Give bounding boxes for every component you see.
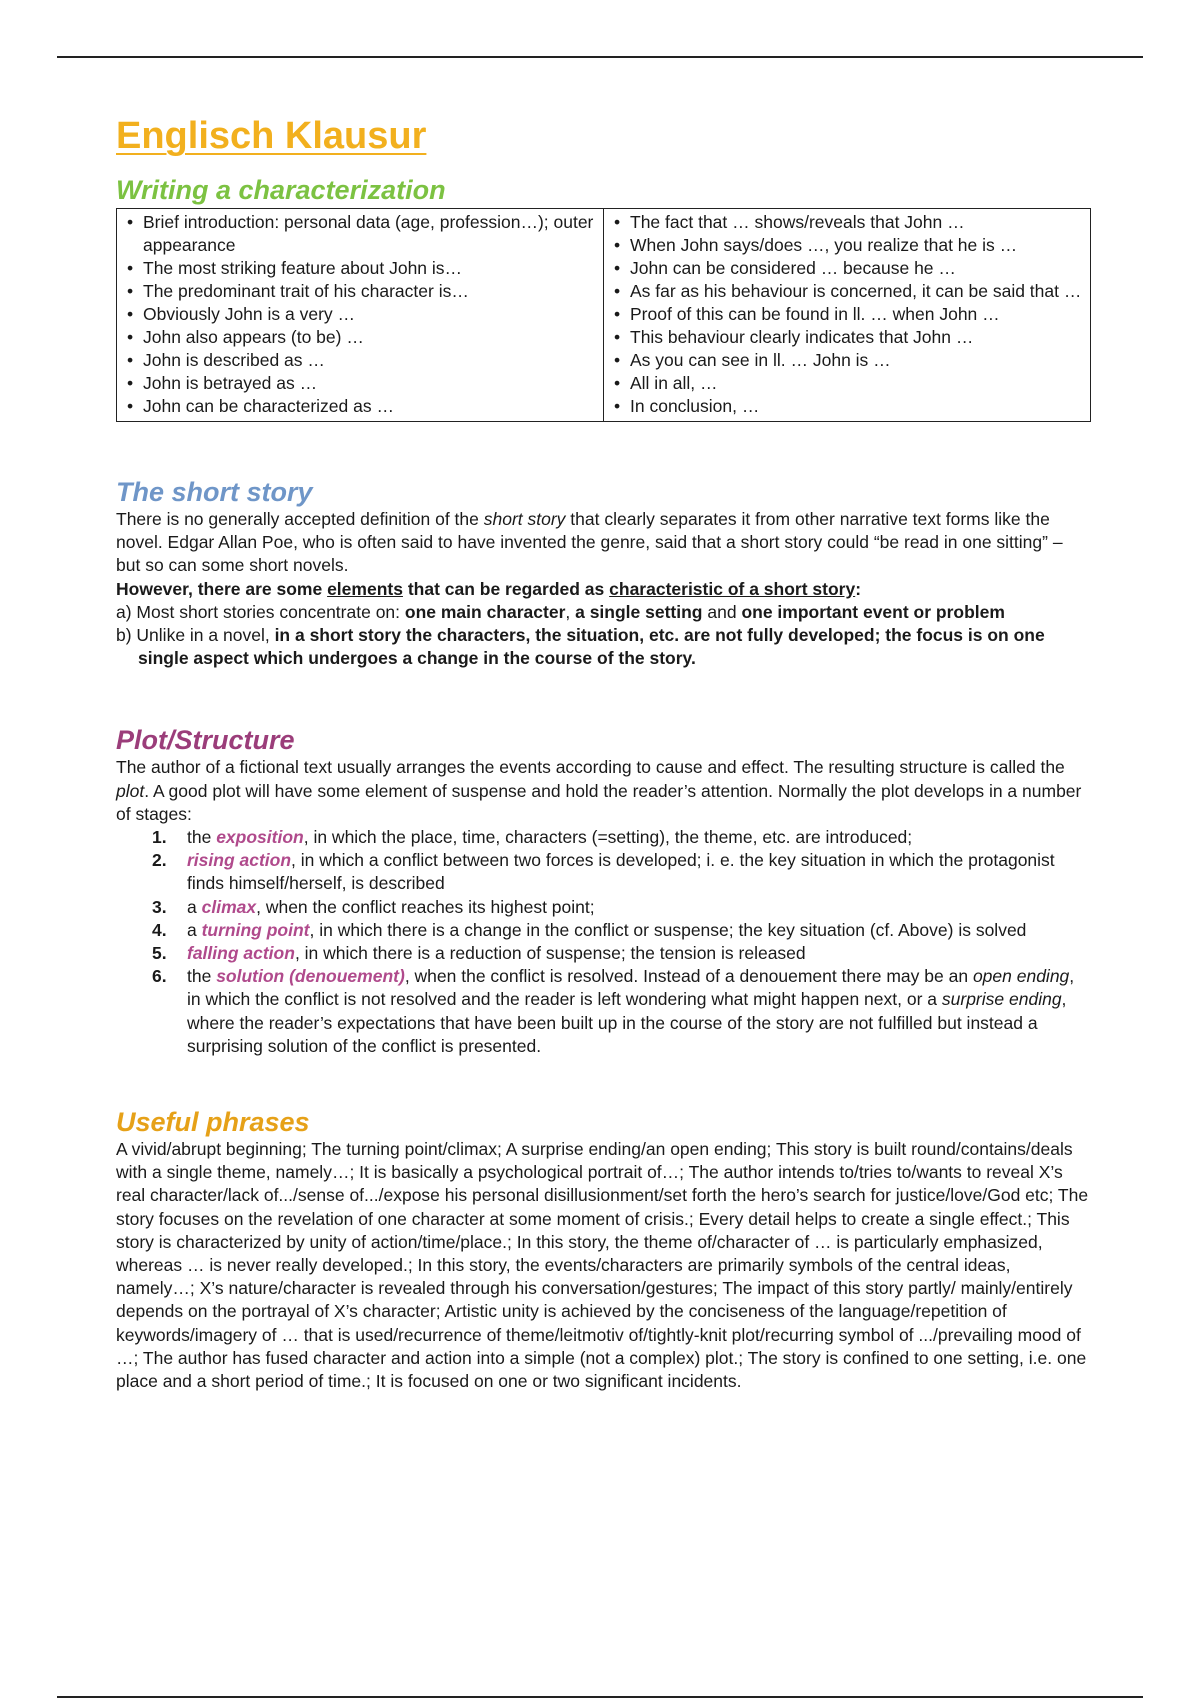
plot-stage: 2. rising action, in which a conflict between two forces is developed; i. e. the key situation in which the protagonist finds himself/herself, is described [152,850,1055,894]
characterization-table [116,208,1091,422]
list-item: • John is betrayed as … [143,372,597,395]
list-item: • All in all, … [630,372,1084,395]
list-item: • John can be considered … because he … [630,257,1084,280]
bottom-rule [57,1696,1143,1698]
document-page [116,112,1091,1393]
plot-stage: 5. falling action, in which there is a reduction of suspense; the tension is released [152,943,806,964]
plot-stage: 4. a turning point, in which there is a change in the conflict or suspense; the key situation (cf. Above) is solved [152,919,1027,940]
list-item: • Brief introduction: personal data (age, profession…); outer appearance [143,211,597,257]
short-story-heading: The short story [116,477,313,507]
characterization-heading: Writing a characterization [116,175,446,205]
short-story-point-a: a) Most short stories concentrate on: one main character, a single setting and one important event or problem [116,601,1005,622]
list-item: • The fact that … shows/reveals that John … [630,211,1084,234]
short-story-elements-statement: However, there are some elements that can be regarded as characteristic of a short story: [116,578,862,599]
plot-heading: Plot/Structure [116,725,295,756]
top-rule [57,56,1143,58]
plot-stage: 3. a climax, when the conflict reaches its highest point; [152,896,595,917]
short-story-intro: There is no generally accepted definition of the short story that clearly separates it from other narrative text forms like the novel. Edgar Allan Poe, who is often said to have invented the genre, said that a short story could “be read in one sitting” – but so can some short novels. [116,509,1063,576]
plot-intro: The author of a fictional text usually arranges the events according to cause and effect. The resulting structure is called the plot. A good plot will have some element of suspense and hold the reader’s attention. Normally the plot develops in a number of stages: [116,757,1082,824]
list-item: • John is described as … [143,349,597,372]
list-item: • The most striking feature about John is… [143,257,597,280]
useful-phrases-text: A vivid/abrupt beginning; The turning point/climax; A surprise ending/an open ending; This story is built round/contains/deals with a single theme, namely…; It is basically a psychological portrait of…; The author intends to/tries to/wants to reveal X’s real character/lack of.../sense of.../expose his personal disillusionment/set forth the hero’s search for justice/love/God etc; The story focuses on the revelation of one character at some moment of crisis.; Every detail helps to create a single effect.; This story is characterized by unity of action/time/place.; In this story, the theme of/character of … is particularly emphasized, whereas … is never really developed.; In this story, the events/characters are primarily symbols of the central ideas, namely…; X’s nature/character is revealed through his conversation/gestures; The impact of this story partly/ mainly/entirely depends on the portrayal of X’s character; Artistic unity is achieved by the conciseness of the language/repetition of keywords/imagery of … that is used/recurrence of theme/leitmotiv of/tightly-knit plot/recurring symbol of .../prevailing mood of …; The author has fused character and action into a simple (not a complex) plot.; The story is confined to one setting, i.e. one place and a short period of time.; It is focused on one or two significant incidents. [116,1139,1089,1392]
list-item: • The predominant trait of his character is… [143,280,597,303]
plot-stages-list [116,826,1091,1058]
characterization-left-column [117,209,604,422]
short-story-point-b: b) Unlike in a novel, in a short story the characters, the situation, etc. are not fully developed; the focus is on one single aspect which undergoes a change in the course of the story. [116,625,1045,669]
list-item: • When John says/does …, you realize that he is … [630,234,1084,257]
page-title: Englisch Klausur [116,115,427,157]
list-item: • Obviously John is a very … [143,303,597,326]
list-item: • Proof of this can be found in ll. … when John … [630,303,1084,326]
list-item: • This behaviour clearly indicates that John … [630,326,1084,349]
list-item: • In conclusion, … [630,395,1084,418]
list-item: • As you can see in ll. … John is … [630,349,1084,372]
list-item: • As far as his behaviour is concerned, it can be said that … [630,280,1084,303]
plot-stage: 6. the solution (denouement), when the conflict is resolved. Instead of a denouement there may be an open ending, in which the conflict is not resolved and the reader is left wondering what might happen next, or a surprise ending, where the reader’s expectations that have been built up in the course of the story are not fulfilled but instead a surprising solution of the conflict is presented. [152,966,1075,1056]
useful-phrases-heading: Useful phrases [116,1107,310,1138]
characterization-right-column [604,209,1091,422]
list-item: • John can be characterized as … [143,395,597,418]
list-item: • John also appears (to be) … [143,326,597,349]
plot-stage: 1. the exposition, in which the place, time, characters (=setting), the theme, etc. are introduced; [152,827,913,848]
